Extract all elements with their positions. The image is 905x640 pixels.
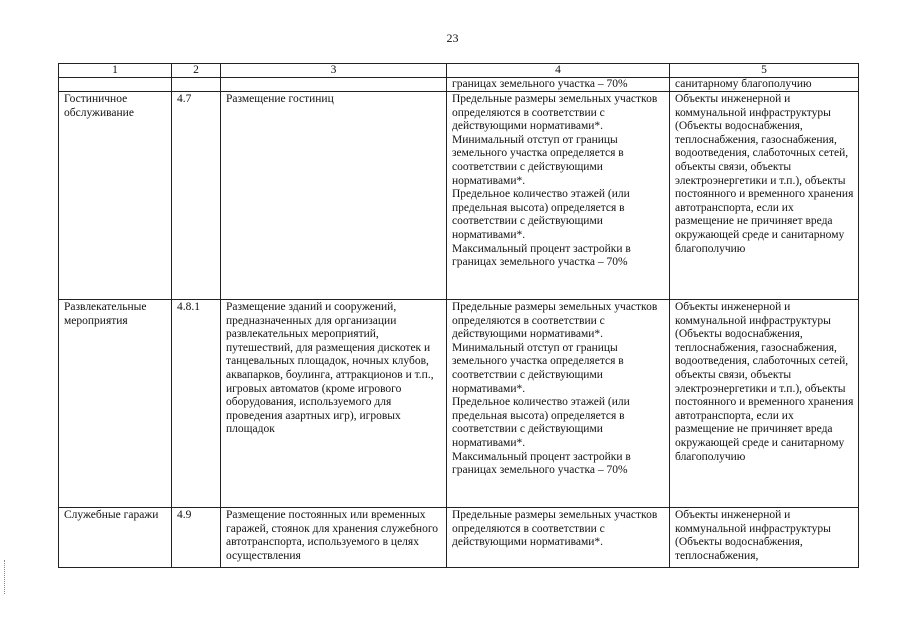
column-header-1: 1	[59, 64, 172, 78]
use-name-cell: Гостиничное обслуживание	[59, 92, 172, 300]
table-row	[59, 508, 859, 568]
parameters-cell: Предельные размеры земельных участков определяются в соответствии с действующими нормативами*. Минимальный отступ от границы земельного участка определяется в соответствии с действующими нормативами*. Предельное количество этажей (или предельная высота) определяется в соответствии с действующими нормативами*. Максимальный процент застройки в границах земельного участка – 70%	[447, 92, 670, 300]
parameters-cell: Предельные размеры земельных участков определяются в соответствии с действующими нормативами*. Минимальный отступ от границы земельного участка определяется в соответствии с действующими нормативами*. Предельное количество этажей (или предельная высота) определяется в соответствии с действующими нормативами*. Максимальный процент застройки в границах земельного участка – 70%	[447, 300, 670, 508]
column-header-4: 4	[447, 64, 670, 78]
use-description-cell: Размещение зданий и сооружений, предназначенных для организации развлекательных мероприятий, путешествий, для размещения дискотек и танцевальных площадок, ночных клубов, аквапарков, боулинга, аттракционов и т.п., игровых автоматов (кроме игрового оборудования, используемого для проведения азартных игр), игровых площадок	[221, 300, 447, 508]
continuation-cell-auxiliary: санитарному благополучию	[670, 78, 859, 92]
use-description-cell: Размещение гостиниц	[221, 92, 447, 300]
continuation-row	[59, 78, 859, 92]
zoning-table	[58, 63, 859, 568]
auxiliary-uses-cell: Объекты инженерной и коммунальной инфраструктуры (Объекты водоснабжения, теплоснабжения, газоснабжения, водоотведения, слаботочных сетей, объекты связи, объекты электроэнергетики и т.п.), объекты постоянного и временного хранения автотранспорта, если их размещение не причиняет вреда окружающей среде и санитарному благополучию	[670, 300, 859, 508]
table-header-row	[59, 64, 859, 78]
table-row	[59, 92, 859, 300]
scan-margin-mark	[4, 560, 7, 594]
column-header-3: 3	[221, 64, 447, 78]
continuation-cell-code	[172, 78, 221, 92]
column-header-5: 5	[670, 64, 859, 78]
page-number: 23	[446, 31, 459, 45]
auxiliary-uses-cell: Объекты инженерной и коммунальной инфраструктуры (Объекты водоснабжения, теплоснабжения,	[670, 508, 859, 568]
use-code-cell: 4.8.1	[172, 300, 221, 508]
parameters-cell: Предельные размеры земельных участков определяются в соответствии с действующими нормативами*.	[447, 508, 670, 568]
continuation-cell-parameters: границах земельного участка – 70%	[447, 78, 670, 92]
use-code-cell: 4.9	[172, 508, 221, 568]
use-code-cell: 4.7	[172, 92, 221, 300]
auxiliary-uses-cell: Объекты инженерной и коммунальной инфраструктуры (Объекты водоснабжения, теплоснабжения, газоснабжения, водоотведения, слаботочных сетей, объекты связи, объекты электроэнергетики и т.п.), объекты постоянного и временного хранения автотранспорта, если их размещение не причиняет вреда окружающей среде и санитарному благополучию	[670, 92, 859, 300]
use-description-cell: Размещение постоянных или временных гаражей, стоянок для хранения служебного автотранспорта, используемого в целях осуществления	[221, 508, 447, 568]
use-name-cell: Служебные гаражи	[59, 508, 172, 568]
continuation-cell-name	[59, 78, 172, 92]
table-row	[59, 300, 859, 508]
column-header-2: 2	[172, 64, 221, 78]
continuation-cell-description	[221, 78, 447, 92]
use-name-cell: Развлекательные мероприятия	[59, 300, 172, 508]
